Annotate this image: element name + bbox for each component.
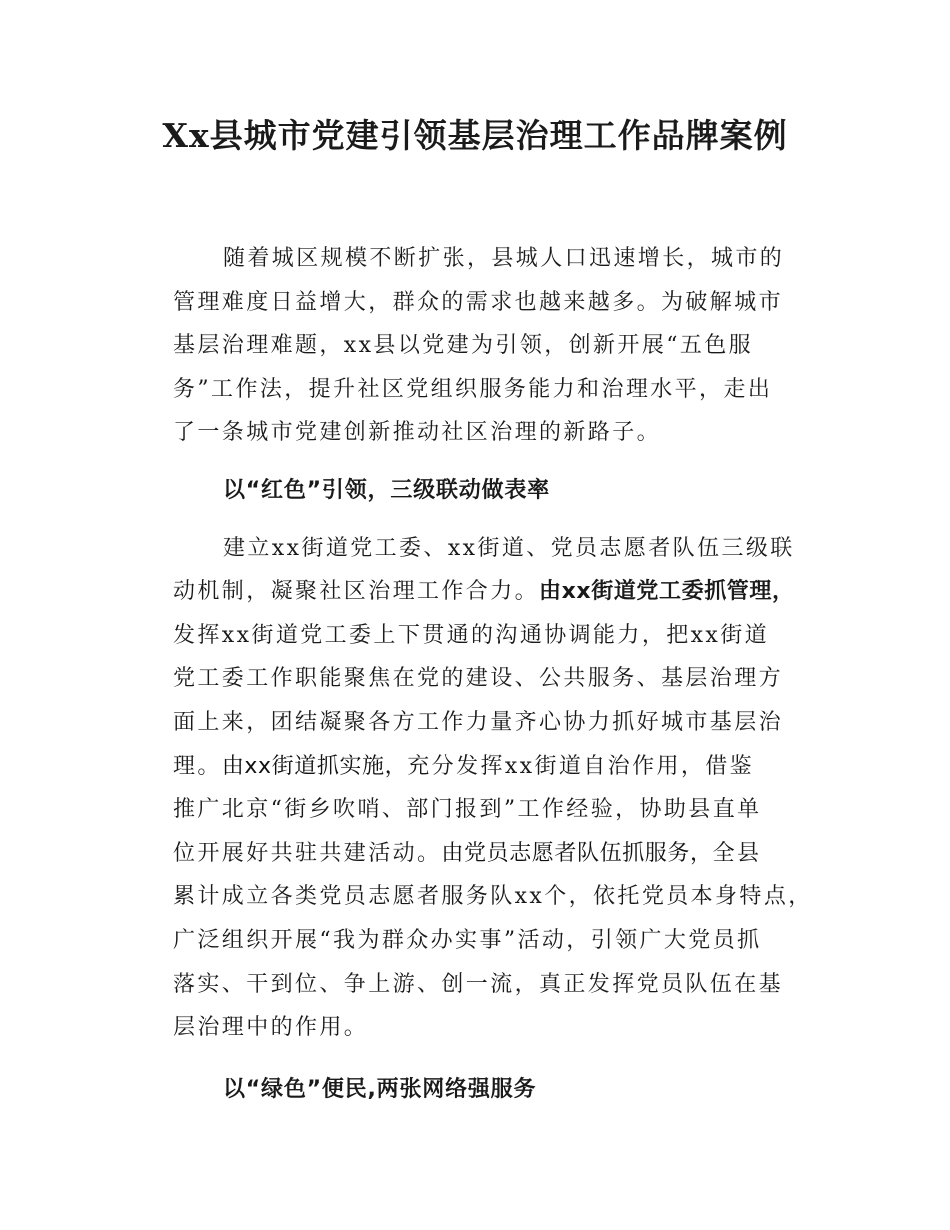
section1-paragraph xyxy=(173,527,813,1050)
document-body xyxy=(173,237,813,1111)
paragraph-line xyxy=(173,832,813,876)
paragraph-line: 广泛组织开展“我为群众办实事”活动，引领广大党员抓 xyxy=(173,927,762,953)
intro-line: 随着城区规模不断扩张，县城人口迅速增长，城市的 xyxy=(223,246,785,271)
paragraph-text: 充分发挥xx街道自治作用，借鉴 xyxy=(407,753,755,779)
emphasis-text: 由xx街道抓实施， xyxy=(221,753,408,779)
section-heading-red: 以“红色”引领，三级联动做表率 xyxy=(223,477,550,503)
paragraph-line xyxy=(173,745,813,789)
section-heading-green: 以“绿色”便民,两张网络强服务 xyxy=(223,1076,537,1102)
intro-line: 管理难度日益增大，群众的需求也越来越多。为破解城市 xyxy=(173,289,784,315)
paragraph-line: 层治理中的作用。 xyxy=(173,1015,369,1041)
intro-line: 务”工作法，提升社区党组织服务能力和治理水平，走出 xyxy=(173,376,773,402)
paragraph-text: 理。 xyxy=(173,753,222,779)
paragraph-line: 落实、干到位、争上游、创一流，真正发挥党员队伍在基 xyxy=(173,971,784,997)
paragraph-line: 推广北京“街乡吹哨、部门报到”工作经验，协助县直单 xyxy=(173,797,762,823)
intro-line: 了一条城市党建创新推动社区治理的新路子。 xyxy=(173,420,662,446)
intro-line: 基层治理难题，xx县以党建为引领，创新开展“五色服 xyxy=(173,333,754,359)
paragraph-line: 发挥xx街道党工委上下贯通的沟通协调能力，把xx街道 xyxy=(173,622,770,648)
intro-paragraph xyxy=(173,237,813,455)
paragraph-text: 全县 xyxy=(712,840,762,866)
paragraph-text: 位开展好共驻共建活动。 xyxy=(173,840,442,866)
emphasis-text: 由xx街道党工委抓管理， xyxy=(539,579,795,605)
paragraph-line: 面上来，团结凝聚各方工作力量齐心协力抓好城市基层治 xyxy=(173,709,784,735)
paragraph-line: 建立xx街道党工委、xx街道、党员志愿者队伍三级联 xyxy=(223,535,795,561)
paragraph-text: 动机制，凝聚社区治理工作合力。 xyxy=(173,579,540,605)
emphasis-text: 由党员志愿者队伍抓服务， xyxy=(441,840,713,866)
document-title: Xx县城市党建引领基层治理工作品牌案例 xyxy=(162,116,788,155)
paragraph-line xyxy=(173,570,813,614)
paragraph-line: 党工委工作职能聚焦在党的建设、公共服务、基层治理方 xyxy=(173,666,784,692)
paragraph-line: 累计成立各类党员志愿者服务队xx个，依托党员本身特点， xyxy=(173,884,813,910)
